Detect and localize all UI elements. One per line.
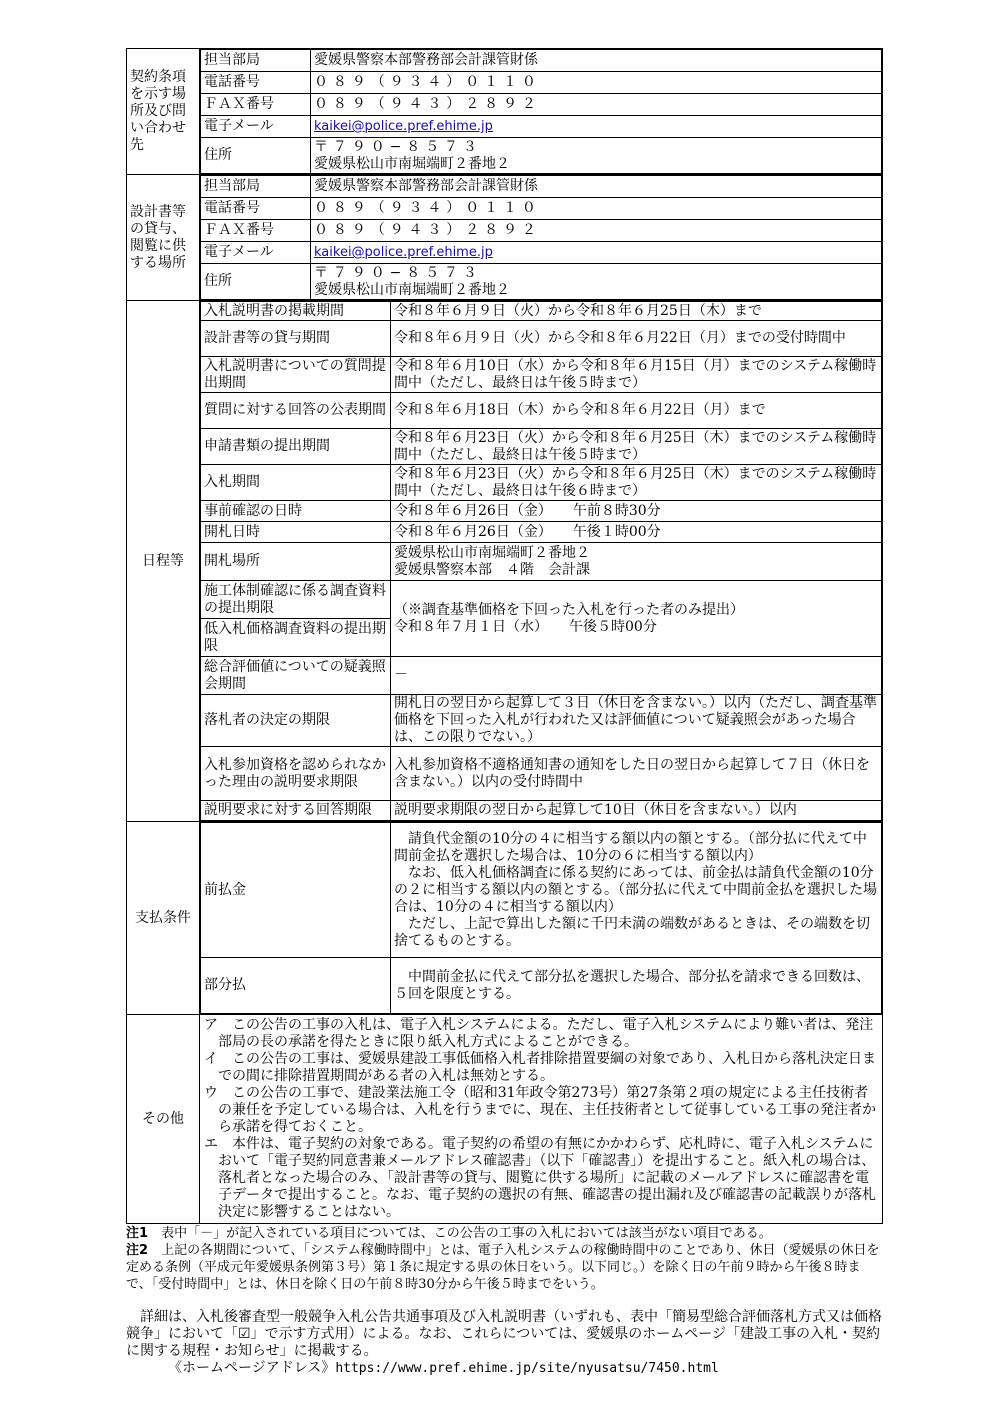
note-2-text: 上記の各期間について、「システム稼働時間中」とは、電子入札システムの稼働時間中のことであり、休日（愛媛県の休日を定める条例（平成元年愛媛県条例第３号）第１条に規定する県の休日をいう。以下同じ。）を除く日の午前９時から午後８時まで、「受付時間中」とは、休日を除く日の午前８時30分から午後５時までをいう。 [126,1243,880,1292]
schedule-label-7: 開札日時 [201,522,391,543]
schedule-label-5: 入札期間 [201,465,391,501]
schedule-value-4: 令和８年６月23日（火）から令和８年６月25日（木）までのシステム稼働時間中（ただし、最終日は午後５時まで） [391,429,882,465]
schedule-label-6: 事前確認の日時 [201,501,391,522]
other-section-label: その他 [127,1015,200,1224]
schedule-label-1: 設計書等の貸与期間 [201,321,391,357]
lending-email-label: 電子メール [201,242,311,264]
schedule-value-8b: 愛媛県警察本部 ４階 会計課 [394,561,590,578]
lending-postal-code: 〒７９０−８５７３ [314,264,482,281]
lending-email-link[interactable]: kaikei@police.pref.ehime.jp [314,245,493,260]
lending-table [200,175,882,300]
schedule-label-11: 総合評価値についての疑義照会期間 [201,657,391,695]
footer-paragraph: 詳細は、入札後審査型一般競争入札公告共通事項及び入札説明書（いずれも、表中「簡易型総合評価落札方式又は価格競争」において「☑」で示す方式用）による。なお、これらについては、愛媛県のホームページ「建設工事の入札・契約に関する規程・お知らせ」に掲載する。 [126,1309,882,1359]
schedule-label-4: 申請書類の提出期間 [201,429,391,465]
other-item-u: ウ この公告の工事で、建設業法施工令（昭和31年政令第273号）第27条第２項の規定による主任技術者の兼任を予定している場合は、入札を行うまでに、現在、主任技術者として従事している工事の発注者から承諾を得ておくこと。 [204,1085,876,1135]
lending-dept-value: 愛媛県警察本部警務部会計課管財係 [311,176,882,198]
schedule-table [200,301,882,821]
footer-url-line [126,1360,882,1377]
schedule-label-12: 落札者の決定の期限 [201,695,391,747]
contact-table [200,49,882,174]
lending-phone-value: ０８９（９３４）０１１０ [311,198,882,220]
lending-address-value: 愛媛県松山市南堀端町２番地２ [314,281,510,298]
lending-dept-label: 担当部局 [201,176,311,198]
advance-payment-p3: ただし、上記で算出した額に千円未満の端数があるときは、その端数を切捨てるものとする。 [394,915,870,949]
contact-section-label: 契約条項を示す場所及び問い合わせ先 [127,49,200,175]
contact-postal-code: 〒７９０−８５７３ [314,138,482,155]
note-1 [126,1225,882,1242]
schedule-value-0: 令和８年６月９日（火）から令和８年６月25日（木）まで [391,302,882,321]
payment-table [200,822,882,1014]
notes [126,1225,882,1293]
lending-address-label: 住所 [201,264,311,300]
schedule-value-9b: 令和８年７月１日（水） 午後５時00分 [394,618,657,635]
notice-table [126,48,883,1224]
schedule-value-12: 開札日の翌日から起算して３日（休日を含まない。）以内（ただし、調査基準価格を下回った入札が行われた又は評価値について疑義照会があった場合は、この限りでない。） [391,695,882,747]
contact-dept-value: 愛媛県警察本部警務部会計課管財係 [311,50,882,72]
schedule-value-8: 愛媛県松山市南堀端町２番地２ [394,544,590,561]
schedule-value-14: 説明要求期限の翌日から起算して10日（休日を含まない。）以内 [391,801,882,821]
payment-section-label: 支払条件 [127,822,200,1015]
schedule-value-1: 令和８年６月９日（火）から令和８年６月22日（月）までの受付時間中 [391,321,882,357]
schedule-value-13: 入札参加資格不適格通知書の通知をした日の翌日から起算して７日（休日を含まない。）以内の受付時間中 [391,747,882,801]
schedule-value-3: 令和８年６月18日（木）から令和８年６月22日（月）まで [391,393,882,429]
other-item-a: ア この公告の工事の入札は、電子入札システムによる。ただし、電子入札システムにより難い者は、発注部局の長の承諾を得たときに限り紙入札方式によることができる。 [204,1017,874,1050]
schedule-label-3: 質問に対する回答の公表期間 [201,393,391,429]
advance-payment-p1: 請負代金額の10分の４に相当する額以内の額とする。（部分払に代えて中間前金払を選択した場合は、10分の６に相当する額以内） [394,830,867,864]
contact-fax-label: ＦＡＸ番号 [201,94,311,116]
schedule-label-13: 入札参加資格を認められなかった理由の説明要求期限 [201,747,391,801]
schedule-label-2: 入札説明書についての質問提出期間 [201,357,391,393]
note-1-label: 注1 [126,1226,149,1241]
footer-url-link[interactable]: https://www.pref.ehime.jp/site/nyusatsu/7450.html [335,1361,719,1376]
schedule-section-label: 日程等 [127,301,200,822]
partial-payment-label: 部分払 [201,958,391,1014]
schedule-label-8: 開札場所 [201,543,391,581]
other-item-e: エ 本件は、電子契約の対象である。電子契約の希望の有無にかかわらず、応札時に、電子入札システムにおいて「電子契約同意書兼メールアドレス確認書」（以下「確認書」）を提出すること。紙入札の場合は、落札者となった場合のみ、「設計書等の貸与、閲覧に供する場所」に記載のメールアドレスに確認書を電子データで提出すること。なお、電子契約の選択の有無、確認書の提出漏れ及び確認書の記載誤りが落札決定に影響することはない。 [204,1136,876,1220]
contact-phone-label: 電話番号 [201,72,311,94]
contact-address-value: 愛媛県松山市南堀端町２番地２ [314,155,510,172]
schedule-value-11: － [391,657,882,695]
footer [126,1309,882,1377]
other-item-i: イ この公告の工事は、愛媛県建設工事低価格入札者排除措置要綱の対象であり、入札日から落札決定日までの間に排除措置期間がある者の入札は無効とする。 [204,1051,876,1084]
footer-url-label: 《ホームページアドレス》 [168,1360,336,1376]
schedule-value-7: 令和８年６月26日（金） 午後１時00分 [391,522,882,543]
contact-email-label: 電子メール [201,116,311,138]
note-2 [126,1242,882,1293]
notice-document [126,48,882,1377]
contact-fax-value: ０８９（９４３）２８９２ [311,94,882,116]
contact-email-link[interactable]: kaikei@police.pref.ehime.jp [314,119,493,134]
schedule-label-14: 説明要求に対する回答期限 [201,801,391,821]
schedule-value-2: 令和８年６月10日（水）から令和８年６月15日（月）までのシステム稼働時間中（ただし、最終日は午後５時まで） [391,357,882,393]
note-1-text: 表中「－」が記入されている項目については、この公告の工事の入札においては該当がない項目である。 [161,1226,772,1241]
lending-fax-value: ０８９（９４３）２８９２ [311,220,882,242]
contact-address-label: 住所 [201,138,311,174]
schedule-value-9: （※調査基準価格を下回った入札を行った者のみ提出） [394,601,744,618]
contact-dept-label: 担当部局 [201,50,311,72]
schedule-label-10: 低入札価格調査資料の提出期限 [201,619,391,657]
advance-payment-p2: なお、低入札価格調査に係る契約にあっては、前金払は請負代金額の10分の２に相当する額以内の額とする。（部分払に代えて中間前金払を選択した場合は、10分の４に相当する額以内） [394,864,877,915]
partial-payment-text: 中間前金払に代えて部分払を選択した場合、部分払を請求できる回数は、５回を限度とする。 [391,958,882,1014]
advance-payment-label: 前払金 [201,823,391,958]
schedule-label-9: 施工体制確認に係る調査資料の提出期限 [201,581,391,619]
note-2-label: 注2 [126,1243,149,1258]
schedule-label-0: 入札説明書の掲載期間 [201,302,391,321]
lending-section-label: 設計書等の貸与、閲覧に供する場所 [127,175,200,301]
schedule-value-6: 令和８年６月26日（金） 午前８時30分 [391,501,882,522]
lending-fax-label: ＦＡＸ番号 [201,220,311,242]
schedule-value-5: 令和８年６月23日（火）から令和８年６月25日（木）までのシステム稼働時間中（ただし、最終日は午後６時まで） [391,465,882,501]
contact-phone-value: ０８９（９３４）０１１０ [311,72,882,94]
lending-phone-label: 電話番号 [201,198,311,220]
